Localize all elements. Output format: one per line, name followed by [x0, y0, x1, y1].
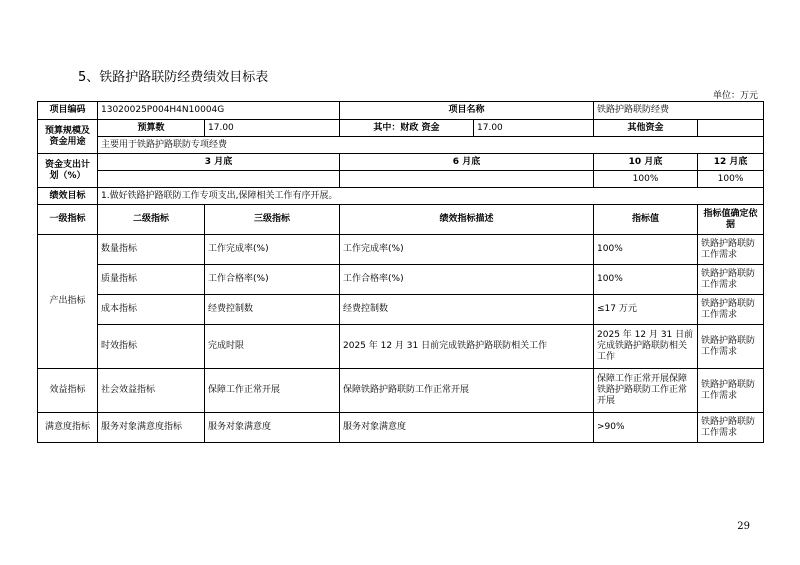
- plan-m3-value: [98, 171, 340, 188]
- fiscal-label: 其中：财政 资金: [340, 120, 474, 137]
- plan-m12-label: 12 月底: [698, 154, 764, 171]
- plan-value-row: [38, 171, 764, 188]
- plan-m6-value: [340, 171, 594, 188]
- row-basis: 铁路护路联防工作需求: [698, 295, 764, 325]
- project-code-label: 项目编码: [38, 102, 98, 120]
- row-level2: 数量指标: [98, 235, 205, 265]
- row-level3: 工作合格率(%): [205, 265, 340, 295]
- page-title: 5、铁路护路联防经费绩效目标表: [78, 70, 269, 85]
- unit-label: 单位：万元: [712, 91, 758, 101]
- row-level2: 时效指标: [98, 325, 205, 369]
- goal-label: 绩效目标: [38, 188, 98, 205]
- row-level2: 质量指标: [98, 265, 205, 295]
- table-row: [38, 295, 764, 325]
- table-row: [38, 413, 764, 443]
- header-level1: 一级指标: [38, 205, 98, 235]
- usage-row: [38, 137, 764, 154]
- plan-m3-label: 3 月底: [98, 154, 340, 171]
- budget-row: [38, 120, 764, 137]
- goal-text: 1.做好铁路护路联防工作专项支出,保障相关工作有序开展。: [98, 188, 764, 205]
- header-description: 绩效指标描述: [340, 205, 594, 235]
- row-basis: 铁路护路联防工作需求: [698, 369, 764, 413]
- budget-label: 预算规模及资金用途: [38, 120, 98, 154]
- row-level2: 服务对象满意度指标: [98, 413, 205, 443]
- table-row: [38, 369, 764, 413]
- row-description: 保障铁路护路联防工作正常开展: [340, 369, 594, 413]
- row-description: 服务对象满意度: [340, 413, 594, 443]
- row-value: 100%: [594, 235, 698, 265]
- plan-m10-value: 100%: [594, 171, 698, 188]
- project-name-label: 项目名称: [340, 102, 594, 120]
- group-satisfaction: 满意度指标: [38, 413, 98, 443]
- project-code: 13020025P004H4N10004G: [98, 102, 340, 120]
- header-basis: 指标值确定依据: [698, 205, 764, 235]
- other-funds-amount: [698, 120, 764, 137]
- row-level3: 经费控制数: [205, 295, 340, 325]
- header-value: 指标值: [594, 205, 698, 235]
- row-basis: 铁路护路联防工作需求: [698, 235, 764, 265]
- row-value: 保障工作正常开展保障铁路护路联防工作正常开展: [594, 369, 698, 413]
- budget-amount: 17.00: [205, 120, 340, 137]
- row-value: >90%: [594, 413, 698, 443]
- plan-label: 资金支出计划（%）: [38, 154, 98, 188]
- row-basis: 铁路护路联防工作需求: [698, 265, 764, 295]
- fund-usage: 主要用于铁路护路联防专项经费: [98, 137, 764, 154]
- table-row: [38, 265, 764, 295]
- row-level3: 工作完成率(%): [205, 235, 340, 265]
- table-row: [38, 325, 764, 369]
- goal-row: [38, 188, 764, 205]
- plan-m12-value: 100%: [698, 171, 764, 188]
- row-description: 经费控制数: [340, 295, 594, 325]
- row-value: ≤17 万元: [594, 295, 698, 325]
- row-basis: 铁路护路联防工作需求: [698, 413, 764, 443]
- plan-m6-label: 6 月底: [340, 154, 594, 171]
- row-level2: 成本指标: [98, 295, 205, 325]
- row-basis: 铁路护路联防工作需求: [698, 325, 764, 369]
- table-row: [38, 235, 764, 265]
- project-info-row: [38, 102, 764, 120]
- group-benefit: 效益指标: [38, 369, 98, 413]
- other-funds-label: 其他资金: [594, 120, 698, 137]
- row-level2: 社会效益指标: [98, 369, 205, 413]
- project-name: 铁路护路联防经费: [594, 102, 764, 120]
- header-level3: 三级指标: [205, 205, 340, 235]
- group-output: 产出指标: [38, 235, 98, 369]
- performance-table: [37, 101, 764, 443]
- row-description: 工作完成率(%): [340, 235, 594, 265]
- plan-header-row: [38, 154, 764, 171]
- budget-amount-label: 预算数: [98, 120, 205, 137]
- plan-m10-label: 10 月底: [594, 154, 698, 171]
- row-description: 2025 年 12 月 31 日前完成铁路护路联防相关工作: [340, 325, 594, 369]
- header-level2: 二级指标: [98, 205, 205, 235]
- row-level3: 服务对象满意度: [205, 413, 340, 443]
- row-value: 2025 年 12 月 31 日前完成铁路护路联防相关工作: [594, 325, 698, 369]
- page-number: 29: [737, 521, 750, 532]
- row-description: 工作合格率(%): [340, 265, 594, 295]
- fiscal-amount: 17.00: [474, 120, 594, 137]
- row-level3: 完成时限: [205, 325, 340, 369]
- indicator-header-row: [38, 205, 764, 235]
- row-level3: 保障工作正常开展: [205, 369, 340, 413]
- row-value: 100%: [594, 265, 698, 295]
